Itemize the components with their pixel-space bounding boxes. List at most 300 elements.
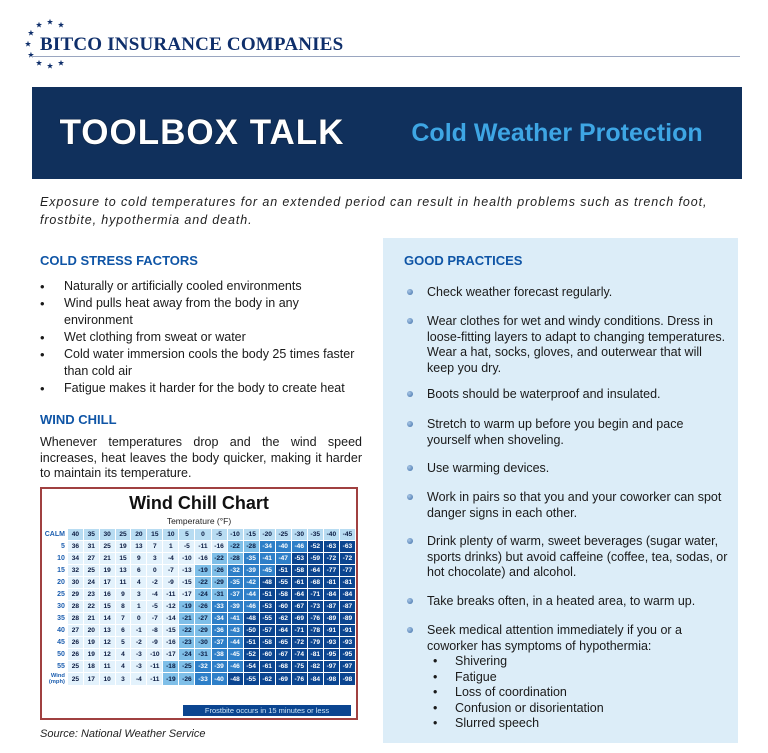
wind-chill-cell: -98 bbox=[324, 673, 339, 685]
wind-chill-cell: -97 bbox=[324, 661, 339, 672]
wind-chill-cell: 17 bbox=[84, 673, 99, 685]
cold-stress-list bbox=[40, 278, 365, 397]
wind-chill-cell: -33 bbox=[195, 673, 210, 685]
table-row bbox=[44, 589, 355, 600]
list-item: • Naturally or artificially cooled environments bbox=[40, 278, 365, 295]
wind-chill-cell: -21 bbox=[179, 613, 194, 624]
wind-chill-cell: 30 bbox=[68, 577, 83, 588]
wind-chill-text: Whenever temperatures drop and the wind speed increases, heat leaves the body quicker, making it harder to maintain its temperature. bbox=[40, 435, 362, 480]
wind-chill-cell: 32 bbox=[68, 565, 83, 576]
wind-chill-cell: -43 bbox=[228, 625, 243, 636]
banner-subtitle: Cold Weather Protection bbox=[411, 118, 703, 147]
wind-chill-cell: -55 bbox=[276, 577, 291, 588]
banner-right bbox=[372, 87, 742, 179]
wind-chill-cell: -30 bbox=[195, 637, 210, 648]
wind-chill-cell: -18 bbox=[163, 661, 178, 672]
wind-chill-cell: -52 bbox=[244, 649, 259, 660]
wind-chill-cell: 21 bbox=[84, 613, 99, 624]
wind-chill-cell: -45 bbox=[228, 649, 243, 660]
wind-chill-cell: 8 bbox=[116, 601, 131, 612]
table-row bbox=[44, 637, 355, 648]
wind-chill-cell: -22 bbox=[179, 625, 194, 636]
wind-chill-cell: 0 bbox=[147, 565, 162, 576]
wind-chill-cell: -73 bbox=[308, 601, 323, 612]
wind-chill-cell: 18 bbox=[84, 661, 99, 672]
table-row bbox=[44, 565, 355, 576]
wind-chill-cell: -64 bbox=[276, 625, 291, 636]
wind-chill-cell: -22 bbox=[195, 577, 210, 588]
wind-chill-cell: -29 bbox=[212, 577, 227, 588]
wind-chill-cell: -13 bbox=[179, 565, 194, 576]
wind-chill-cell: -72 bbox=[324, 553, 339, 564]
wind-chill-cell: -44 bbox=[244, 589, 259, 600]
bullet-icon bbox=[407, 289, 413, 295]
star-icon bbox=[36, 22, 42, 28]
wind-chill-cell: -10 bbox=[147, 649, 162, 660]
temperature-header-cell: -15 bbox=[244, 529, 259, 540]
symptom-item: • Shivering bbox=[427, 654, 729, 670]
table-row bbox=[44, 673, 355, 685]
wind-chill-cell: -74 bbox=[292, 649, 307, 660]
wind-chill-cell: -82 bbox=[308, 661, 323, 672]
wind-chill-cell: 6 bbox=[116, 625, 131, 636]
wind-chill-cell: -46 bbox=[292, 541, 307, 552]
intro-text: Exposure to cold temperatures for an extended period can result in health problems such as trench foot, frostbite, hypothermia and death. bbox=[40, 195, 708, 227]
bullet-icon bbox=[407, 627, 413, 633]
wind-chill-cell: -11 bbox=[147, 673, 162, 685]
wind-chill-cell: -58 bbox=[276, 589, 291, 600]
wind-chill-cell: -19 bbox=[179, 601, 194, 612]
company-logo bbox=[22, 14, 382, 74]
wind-chill-cell: 7 bbox=[147, 541, 162, 552]
wind-chill-cell: -42 bbox=[244, 577, 259, 588]
star-icon bbox=[58, 22, 64, 28]
list-item bbox=[404, 314, 729, 376]
chart-title: Wind Chill Chart bbox=[129, 493, 269, 513]
wind-chill-cell: -53 bbox=[292, 553, 307, 564]
wind-chill-cell: -44 bbox=[228, 637, 243, 648]
temperature-header-cell: 10 bbox=[163, 529, 178, 540]
symptom-item: • Slurred speech bbox=[427, 716, 729, 732]
wind-chill-cell: 19 bbox=[84, 649, 99, 660]
wind-chill-cell: -7 bbox=[147, 613, 162, 624]
wind-chill-cell: -62 bbox=[276, 613, 291, 624]
wind-chill-cell: -16 bbox=[163, 637, 178, 648]
wind-chill-cell: -64 bbox=[292, 589, 307, 600]
wind-speed-label: 35 bbox=[44, 613, 67, 624]
wind-chill-cell: 12 bbox=[100, 649, 115, 660]
wind-chill-cell: 34 bbox=[68, 553, 83, 564]
temperature-header-cell: -30 bbox=[292, 529, 307, 540]
wind-chill-cell: -61 bbox=[292, 577, 307, 588]
wind-chill-cell: 23 bbox=[84, 589, 99, 600]
wind-chill-cell: -76 bbox=[308, 613, 323, 624]
wind-chill-cell: -23 bbox=[179, 637, 194, 648]
practice-text: Use warming devices. bbox=[427, 461, 550, 475]
wind-chill-cell: -26 bbox=[179, 673, 194, 685]
wind-chill-cell: -16 bbox=[195, 553, 210, 564]
wind-chill-cell: -2 bbox=[147, 577, 162, 588]
banner-left bbox=[32, 87, 372, 179]
wind-chill-cell: -69 bbox=[276, 673, 291, 685]
wind-chill-cell: -71 bbox=[292, 625, 307, 636]
wind-chill-cell: -4 bbox=[147, 589, 162, 600]
wind-chill-cell: 10 bbox=[100, 673, 115, 685]
wind-chill-cell: -22 bbox=[212, 553, 227, 564]
wind-chill-cell: -78 bbox=[308, 625, 323, 636]
symptom-item: • Loss of coordination bbox=[427, 685, 729, 701]
wind-chill-cell: -47 bbox=[276, 553, 291, 564]
wind-chill-cell: 11 bbox=[100, 661, 115, 672]
wind-chill-cell: -58 bbox=[260, 637, 275, 648]
wind-chill-cell: 3 bbox=[131, 589, 146, 600]
wind-chill-heading: WIND CHILL bbox=[40, 412, 117, 427]
star-icon bbox=[25, 41, 31, 47]
wind-speed-label: 25 bbox=[44, 589, 67, 600]
wind-chill-cell: -40 bbox=[212, 673, 227, 685]
wind-chill-cell: -65 bbox=[276, 637, 291, 648]
wind-chill-cell: -71 bbox=[308, 589, 323, 600]
wind-chill-cell: -37 bbox=[228, 589, 243, 600]
good-practices-heading: GOOD PRACTICES bbox=[404, 253, 523, 268]
wind-chill-cell: -16 bbox=[212, 541, 227, 552]
wind-chill-cell: -50 bbox=[244, 625, 259, 636]
wind-chill-cell: -34 bbox=[212, 613, 227, 624]
wind-chill-cell: -19 bbox=[163, 673, 178, 685]
wind-chill-cell: -7 bbox=[163, 565, 178, 576]
cold-stress-heading: COLD STRESS FACTORS bbox=[40, 253, 198, 268]
practice-text: Seek medical attention immediately if you or a coworker has symptoms of hypothermia: bbox=[427, 623, 682, 653]
wind-chill-cell: -75 bbox=[292, 661, 307, 672]
wind-chill-cell: 27 bbox=[68, 625, 83, 636]
wind-chill-cell: -89 bbox=[340, 613, 355, 624]
wind-chill-cell: -36 bbox=[212, 625, 227, 636]
wind-chill-cell: -39 bbox=[244, 565, 259, 576]
wind-chill-cell: -84 bbox=[324, 589, 339, 600]
wind-chill-cell: -10 bbox=[179, 553, 194, 564]
wind-chill-cell: -57 bbox=[260, 625, 275, 636]
wind-chill-cell: -35 bbox=[244, 553, 259, 564]
wind-chill-cell: 24 bbox=[84, 577, 99, 588]
wind-chill-cell: -39 bbox=[228, 601, 243, 612]
wind-speed-label: 55 bbox=[44, 661, 67, 672]
wind-chill-cell: 4 bbox=[131, 577, 146, 588]
title-banner bbox=[32, 87, 742, 179]
wind-chill-cell: -97 bbox=[340, 661, 355, 672]
wind-chill-cell: -17 bbox=[163, 649, 178, 660]
table-row bbox=[44, 577, 355, 588]
table-row bbox=[44, 553, 355, 564]
table-row bbox=[44, 649, 355, 660]
wind-chill-cell: -51 bbox=[276, 565, 291, 576]
wind-chill-cell: -5 bbox=[147, 601, 162, 612]
wind-speed-label: 15 bbox=[44, 565, 67, 576]
wind-chill-cell: -63 bbox=[324, 541, 339, 552]
wind-chill-cell: 9 bbox=[116, 589, 131, 600]
bullet-icon bbox=[407, 494, 413, 500]
wind-chill-cell: -68 bbox=[308, 577, 323, 588]
wind-chill-cell: 19 bbox=[116, 541, 131, 552]
wind-chill-cell: -87 bbox=[324, 601, 339, 612]
wind-chill-cell: 4 bbox=[116, 661, 131, 672]
wind-chill-cell: 9 bbox=[131, 553, 146, 564]
table-row bbox=[44, 661, 355, 672]
wind-chill-cell: 28 bbox=[68, 613, 83, 624]
wind-chill-cell: -76 bbox=[292, 673, 307, 685]
wind-chill-cell: 25 bbox=[68, 661, 83, 672]
wind-chill-cell: 7 bbox=[116, 613, 131, 624]
wind-speed-label: 30 bbox=[44, 601, 67, 612]
symptom-item: • Confusion or disorientation bbox=[427, 701, 729, 717]
temperature-header-cell: -5 bbox=[212, 529, 227, 540]
wind-chill-cell: -35 bbox=[228, 577, 243, 588]
wind-chill-cell: -67 bbox=[276, 649, 291, 660]
wind-chill-cell: 28 bbox=[68, 601, 83, 612]
wind-chill-cell: -41 bbox=[228, 613, 243, 624]
wind-chill-cell: -79 bbox=[308, 637, 323, 648]
wind-chill-cell: -41 bbox=[260, 553, 275, 564]
temperature-header-cell: 25 bbox=[116, 529, 131, 540]
wind-chill-cell: 3 bbox=[116, 673, 131, 685]
source-note: Source: National Weather Service bbox=[40, 728, 206, 740]
temperature-header-cell: 15 bbox=[147, 529, 162, 540]
wind-chill-cell: -55 bbox=[260, 613, 275, 624]
wind-chill-cell: -67 bbox=[292, 601, 307, 612]
wind-chill-cell: -52 bbox=[308, 541, 323, 552]
table-row bbox=[44, 625, 355, 636]
star-icon bbox=[58, 60, 64, 66]
star-icon bbox=[28, 30, 34, 36]
wind-chill-cell: -60 bbox=[260, 649, 275, 660]
calm-label: CALM bbox=[44, 531, 65, 538]
wind-chill-cell: -12 bbox=[163, 601, 178, 612]
banner-title: TOOLBOX TALK bbox=[59, 113, 345, 152]
wind-chill-cell: -38 bbox=[212, 649, 227, 660]
bullet-icon bbox=[407, 538, 413, 544]
wind-chill-cell: -77 bbox=[340, 565, 355, 576]
wind-chill-cell: -48 bbox=[228, 673, 243, 685]
wind-chill-cell: -48 bbox=[260, 577, 275, 588]
wind-chill-cell: -11 bbox=[195, 541, 210, 552]
symptom-list bbox=[427, 654, 729, 732]
list-item bbox=[404, 534, 729, 581]
wind-chill-cell: -84 bbox=[308, 673, 323, 685]
wind-chill-cell: -63 bbox=[340, 541, 355, 552]
wind-chill-cell: 25 bbox=[100, 541, 115, 552]
wind-chill-cell: 12 bbox=[100, 637, 115, 648]
wind-chill-cell: -81 bbox=[340, 577, 355, 588]
wind-axis-label: Wind (mph) bbox=[44, 673, 67, 685]
wind-speed-label: 5 bbox=[44, 541, 67, 552]
wind-chill-cell: -15 bbox=[179, 577, 194, 588]
wind-chill-cell: -69 bbox=[292, 613, 307, 624]
practice-text: Check weather forecast regularly. bbox=[427, 285, 613, 299]
wind-chill-cell: -59 bbox=[308, 553, 323, 564]
wind-chill-cell: -91 bbox=[340, 625, 355, 636]
wind-chill-cell: -4 bbox=[131, 673, 146, 685]
frostbite-legend: Frostbite occurs in 15 minutes or less bbox=[183, 705, 351, 716]
list-item bbox=[404, 461, 729, 477]
wind-chill-cell: -60 bbox=[276, 601, 291, 612]
wind-chill-cell: -19 bbox=[195, 565, 210, 576]
wind-chill-cell: 15 bbox=[100, 601, 115, 612]
wind-chill-cell: -77 bbox=[324, 565, 339, 576]
wind-chill-cell: -46 bbox=[228, 661, 243, 672]
wind-chill-cell: -51 bbox=[260, 589, 275, 600]
wind-chill-cell: 1 bbox=[131, 601, 146, 612]
wind-chill-cell: -24 bbox=[195, 589, 210, 600]
wind-chill-cell: -28 bbox=[244, 541, 259, 552]
wind-chill-cell: 6 bbox=[131, 565, 146, 576]
star-icon bbox=[36, 60, 42, 66]
temperature-header-cell: -40 bbox=[324, 529, 339, 540]
practice-text: Stretch to warm up before you begin and pace yourself when shoveling. bbox=[427, 417, 684, 447]
wind-chill-cell: -17 bbox=[179, 589, 194, 600]
practice-text: Work in pairs so that you and your coworker can spot danger signs in each other. bbox=[427, 490, 722, 520]
wind-chill-cell: -27 bbox=[195, 613, 210, 624]
wind-speed-label: 40 bbox=[44, 625, 67, 636]
wind-chill-cell: -3 bbox=[131, 649, 146, 660]
wind-chill-cell: -54 bbox=[244, 661, 259, 672]
bullet-icon bbox=[407, 598, 413, 604]
temperature-header-cell: -45 bbox=[340, 529, 355, 540]
bullet-icon bbox=[407, 421, 413, 427]
wind-chill-cell: -8 bbox=[147, 625, 162, 636]
wind-chill-cell: 25 bbox=[68, 673, 83, 685]
wind-chill-cell: 31 bbox=[84, 541, 99, 552]
star-icon bbox=[47, 63, 53, 69]
wind-chill-cell: 25 bbox=[84, 565, 99, 576]
wind-speed-label: 45 bbox=[44, 637, 67, 648]
wind-chill-cell: -32 bbox=[228, 565, 243, 576]
bullet-icon bbox=[407, 465, 413, 471]
wind-chill-cell: -81 bbox=[324, 577, 339, 588]
wind-chill-cell: 26 bbox=[68, 637, 83, 648]
wind-chill-cell: -51 bbox=[244, 637, 259, 648]
wind-chill-cell: -22 bbox=[228, 541, 243, 552]
table-row bbox=[44, 541, 355, 552]
wind-chill-cell: 14 bbox=[100, 613, 115, 624]
company-name: BITCO INSURANCE COMPANIES bbox=[40, 34, 344, 55]
wind-chill-cell: 22 bbox=[84, 601, 99, 612]
wind-chill-cell: 4 bbox=[116, 649, 131, 660]
wind-chill-cell: 20 bbox=[84, 625, 99, 636]
wind-chill-cell: -91 bbox=[324, 625, 339, 636]
wind-chill-cell: 13 bbox=[100, 625, 115, 636]
wind-chill-cell: -2 bbox=[131, 637, 146, 648]
list-item bbox=[404, 623, 729, 732]
temperature-header-cell: -35 bbox=[308, 529, 323, 540]
wind-chill-cell: -72 bbox=[340, 553, 355, 564]
wind-chill-cell: -62 bbox=[260, 673, 275, 685]
wind-chill-cell: -93 bbox=[324, 637, 339, 648]
wind-chill-cell: -26 bbox=[212, 565, 227, 576]
wind-chill-cell: -24 bbox=[179, 649, 194, 660]
wind-chill-cell: -1 bbox=[131, 625, 146, 636]
wind-chill-cell: -25 bbox=[179, 661, 194, 672]
wind-chill-cell: -39 bbox=[212, 661, 227, 672]
temperature-header-cell: 20 bbox=[131, 529, 146, 540]
wind-chill-cell: -64 bbox=[308, 565, 323, 576]
wind-chill-cell: 21 bbox=[100, 553, 115, 564]
wind-chill-chart bbox=[40, 487, 358, 720]
wind-chill-cell: -9 bbox=[147, 637, 162, 648]
wind-chill-cell: -11 bbox=[163, 589, 178, 600]
wind-chill-cell: -53 bbox=[260, 601, 275, 612]
wind-chill-cell: -61 bbox=[260, 661, 275, 672]
wind-chill-cell: -37 bbox=[212, 637, 227, 648]
wind-chill-cell: -81 bbox=[308, 649, 323, 660]
wind-chill-cell: -95 bbox=[324, 649, 339, 660]
wind-chill-cell: 29 bbox=[68, 589, 83, 600]
wind-chill-cell: -45 bbox=[260, 565, 275, 576]
wind-chill-cell: -58 bbox=[292, 565, 307, 576]
list-item bbox=[404, 387, 729, 403]
wind-chill-cell: -31 bbox=[195, 649, 210, 660]
wind-chill-cell: -40 bbox=[276, 541, 291, 552]
wind-chill-cell: 5 bbox=[116, 637, 131, 648]
temperature-header-cell: -25 bbox=[276, 529, 291, 540]
temperature-header-cell: 40 bbox=[68, 529, 83, 540]
practice-text: Take breaks often, in a heated area, to warm up. bbox=[427, 594, 696, 608]
wind-chill-cell: -98 bbox=[340, 673, 355, 685]
temperature-header-cell: -20 bbox=[260, 529, 275, 540]
wind-chill-cell: -32 bbox=[195, 661, 210, 672]
wind-chill-cell: 13 bbox=[116, 565, 131, 576]
list-item: • Fatigue makes it harder for the body to create heat bbox=[40, 380, 365, 397]
temperature-header-cell: 5 bbox=[179, 529, 194, 540]
wind-chill-cell: -29 bbox=[195, 625, 210, 636]
wind-chill-cell: -15 bbox=[163, 625, 178, 636]
temperature-header-cell: 0 bbox=[195, 529, 210, 540]
wind-chill-cell: 27 bbox=[84, 553, 99, 564]
header-rule bbox=[30, 56, 740, 57]
wind-chill-cell: 13 bbox=[131, 541, 146, 552]
wind-chill-cell: -31 bbox=[212, 589, 227, 600]
wind-chill-cell: -26 bbox=[195, 601, 210, 612]
temperature-header-cell: -10 bbox=[228, 529, 243, 540]
wind-chill-cell: -46 bbox=[244, 601, 259, 612]
list-item: • Wind pulls heat away from the body in any environment bbox=[40, 295, 365, 329]
list-item: • Wet clothing from sweat or water bbox=[40, 329, 365, 346]
wind-chill-cell: -34 bbox=[260, 541, 275, 552]
wind-chill-cell: -93 bbox=[340, 637, 355, 648]
list-item bbox=[404, 490, 729, 521]
wind-chill-cell: -4 bbox=[163, 553, 178, 564]
wind-speed-label: 20 bbox=[44, 577, 67, 588]
wind-chill-cell: -28 bbox=[228, 553, 243, 564]
wind-chill-cell: 1 bbox=[163, 541, 178, 552]
wind-chill-table bbox=[43, 528, 356, 686]
wind-chill-cell: -33 bbox=[212, 601, 227, 612]
wind-chill-cell: -55 bbox=[244, 673, 259, 685]
practice-text: Boots should be waterproof and insulated. bbox=[427, 387, 661, 401]
list-item: • Cold water immersion cools the body 25 times faster than cold air bbox=[40, 346, 365, 380]
temperature-header-cell: 30 bbox=[100, 529, 115, 540]
bullet-icon bbox=[407, 318, 413, 324]
temperature-header-cell: 35 bbox=[84, 529, 99, 540]
wind-chill-cell: -14 bbox=[163, 613, 178, 624]
practice-text: Wear clothes for wet and windy conditions. Dress in loose-fitting layers to adapt to changing temperatures. Wear a hat, socks, gloves, and outerwear that will keep you dry. bbox=[427, 314, 726, 375]
list-item bbox=[404, 285, 729, 301]
wind-chill-cell: -11 bbox=[147, 661, 162, 672]
practice-text: Drink plenty of warm, sweet beverages (sugar water, sports drinks) but avoid caffeine (coffee, tea, sodas, or hot chocolate) and alcohol. bbox=[427, 534, 728, 579]
wind-speed-label: 10 bbox=[44, 553, 67, 564]
wind-chill-cell: -72 bbox=[292, 637, 307, 648]
wind-chill-cell: -48 bbox=[244, 613, 259, 624]
wind-chill-cell: 36 bbox=[68, 541, 83, 552]
wind-chill-cell: 16 bbox=[100, 589, 115, 600]
